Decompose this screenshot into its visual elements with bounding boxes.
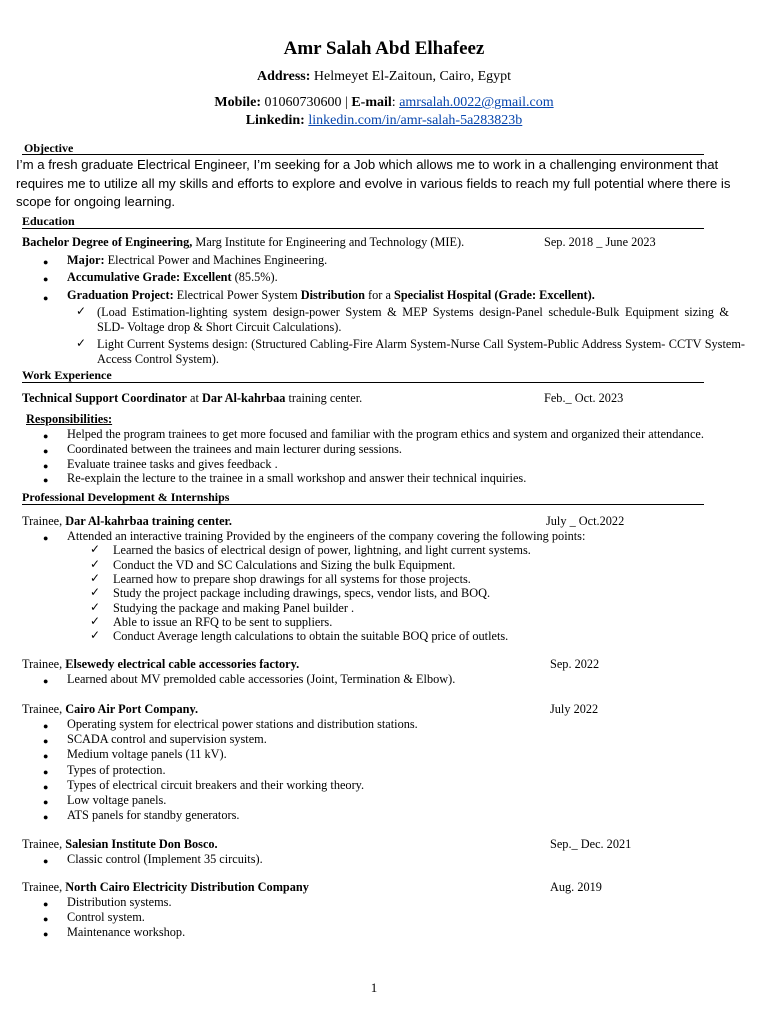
internship-item: Types of protection.: [67, 762, 166, 777]
bullet-icon: ●: [43, 812, 49, 823]
internship-intro: Attended an interactive training Provided by the engineers of the company covering the following points:: [67, 529, 586, 543]
major-line: [67, 253, 327, 268]
job-title: Technical Support Coordinator: [22, 391, 187, 405]
internship-company: Salesian Institute Don Bosco.: [65, 837, 218, 851]
project-bold: Distribution: [300, 288, 365, 302]
bullet-icon: ●: [43, 431, 49, 441]
internship-title: [22, 514, 232, 529]
check-icon: ✓: [76, 304, 87, 318]
contact-line: [0, 94, 768, 111]
bullet-icon: ●: [43, 257, 49, 267]
objective-text: I’m a fresh graduate Electrical Engineer, I’m seeking for a Job which allows me to work in a challenging environment that requires me to utilize all my skills and efforts to explore and evolve in various fields to reach my full potential where there is scope for ongoing learning.: [16, 157, 731, 209]
bullet-icon: ●: [43, 533, 49, 543]
bullet-icon: ●: [43, 736, 49, 747]
internship-title: [22, 880, 309, 895]
bullet-icon: ●: [43, 929, 49, 940]
grade-label: Accumulative Grade: Excellent: [67, 270, 232, 284]
trainee-prefix: Trainee,: [22, 702, 66, 716]
address-value: Helmeyet El-Zaitoun, Cairo, Egypt: [310, 69, 512, 84]
linkedin-label: Linkedin:: [245, 113, 305, 128]
bullet-icon: ●: [43, 475, 49, 485]
internship-item: Distribution systems.: [67, 895, 172, 909]
internship-title: [22, 702, 198, 717]
degree-institute: Marg Institute for Engineering and Technology (MIE).: [192, 235, 465, 249]
bullet-icon: ●: [43, 766, 49, 777]
internship-item: Types of electrical circuit breakers and their working theory.: [67, 777, 365, 792]
bullet-icon: ●: [43, 914, 49, 925]
email-label: E-mail: [351, 95, 392, 110]
check-icon: ✓: [90, 585, 101, 600]
address-line: [0, 68, 768, 85]
responsibility-item: Coordinated between the trainees and main lecturer during sessions.: [67, 442, 402, 456]
internship-item: Low voltage panels.: [67, 793, 167, 807]
objective-heading: Objective: [24, 141, 74, 155]
check-icon: ✓: [76, 336, 87, 350]
internship-point: Conduct the VD and SC Calculations and Sizing the bulk Equipment.: [113, 557, 456, 572]
grade-line: [67, 270, 278, 285]
internship-point: Study the project package including drawings, specs, vendor lists, and BOQ.: [113, 586, 491, 601]
internship-item: Control system.: [67, 910, 145, 925]
internship-company: Elsewedy electrical cable accessories factory.: [65, 657, 300, 671]
project-text: for a: [364, 288, 394, 302]
email-link[interactable]: amrsalah.0022@gmail.com: [399, 95, 554, 110]
project-line: [67, 288, 595, 303]
mobile-value: 01060730600 |: [261, 95, 352, 110]
mobile-label: Mobile:: [214, 95, 262, 110]
trainee-prefix: Trainee,: [22, 514, 66, 528]
bullet-icon: ●: [43, 797, 49, 807]
trainee-prefix: Trainee,: [22, 837, 66, 851]
internship-point: Studying the package and making Panel builder .: [113, 600, 355, 615]
education-date: Sep. 2018 _ June 2023: [544, 235, 656, 249]
responsibility-item: Helped the program trainees to get more focused and familiar with the program ethics and system and organized their attendance.: [67, 427, 704, 441]
prof-heading: Professional Development & Internships: [22, 490, 230, 504]
bullet-icon: ●: [43, 721, 49, 731]
internship-item: ATS panels for standby generators.: [67, 808, 240, 823]
internship-date: July _ Oct.2022: [546, 514, 625, 528]
bullet-icon: ●: [43, 751, 49, 762]
bullet-icon: ●: [43, 446, 49, 456]
prof-divider: [22, 504, 704, 505]
responsibility-item: Re-explain the lecture to the trainee in a small workshop and answer their technical inquiries.: [67, 471, 527, 485]
internship-date: Sep._ Dec. 2021: [550, 837, 632, 851]
job-at: at: [186, 391, 202, 405]
project-detail-2: Light Current Systems design: (Structured Cabling-Fire Alarm System-Nurse Call System-Public Address System- CCTV System-Access Control System).: [97, 337, 745, 366]
internship-item: Learned about MV premolded cable accessories (Joint, Termination & Elbow).: [67, 672, 456, 686]
project-bold: Specialist Hospital (Grade: Excellent).: [393, 288, 595, 302]
job-company: Dar Al-kahrbaa: [201, 391, 286, 405]
page-number: 1: [370, 980, 378, 995]
internship-title: [22, 657, 299, 672]
linkedin-line: [0, 112, 768, 129]
education-heading: Education: [22, 214, 75, 228]
bullet-icon: ●: [43, 461, 49, 471]
internship-company: Dar Al-kahrbaa training center.: [65, 514, 232, 528]
check-icon: ✓: [90, 613, 101, 628]
bullet-icon: ●: [43, 274, 49, 284]
internship-item: Operating system for electrical power stations and distribution stations.: [67, 717, 418, 731]
check-icon: ✓: [90, 542, 101, 557]
grade-value: (85.5%).: [231, 270, 278, 284]
bullet-icon: ●: [43, 856, 49, 866]
internship-item: Medium voltage panels (11 kV).: [67, 747, 227, 762]
job-suffix: training center.: [285, 391, 363, 405]
linkedin-link[interactable]: linkedin.com/in/amr-salah-5a283823b: [308, 113, 523, 128]
work-divider: [22, 382, 704, 383]
job-date: Feb._ Oct. 2023: [544, 391, 624, 405]
bullet-icon: ●: [43, 293, 49, 303]
internship-item: Classic control (Implement 35 circuits).: [67, 852, 263, 866]
major-label: Major:: [67, 253, 105, 267]
internship-item: Maintenance workshop.: [67, 925, 186, 940]
trainee-prefix: Trainee,: [22, 880, 66, 894]
bullet-icon: ●: [43, 781, 49, 792]
bullet-icon: ●: [43, 899, 49, 909]
project-label: Graduation Project:: [67, 288, 174, 302]
internship-company: North Cairo Electricity Distribution Company: [65, 880, 309, 894]
bullet-icon: ●: [43, 676, 49, 686]
email-separator: :: [391, 95, 400, 110]
responsibility-item: Evaluate trainee tasks and gives feedback .: [67, 457, 278, 471]
check-icon: ✓: [90, 570, 101, 585]
degree-line: [22, 235, 464, 250]
resume-name: Amr Salah Abd Elhafeez: [283, 38, 485, 59]
internship-title: [22, 837, 218, 852]
trainee-prefix: Trainee,: [22, 657, 66, 671]
project-detail-1: (Load Estimation-lighting system design-power System & MEP Systems design-Panel schedule-Bulk Equipment sizing & SLD- Voltage drop & Short Circuit Calculations).: [97, 305, 729, 334]
internship-date: Aug. 2019: [550, 880, 602, 894]
internship-point: Learned the basics of electrical design of power, lightning, and light current systems.: [113, 543, 531, 558]
objective-divider: [22, 154, 704, 155]
internship-point: Able to issue an RFQ to be sent to suppliers.: [113, 614, 333, 629]
internship-item: SCADA control and supervision system.: [67, 732, 267, 747]
internship-point: Learned how to prepare shop drawings for all systems for those projects.: [113, 571, 471, 586]
project-text: Electrical Power System: [173, 288, 301, 302]
responsibilities-heading: Responsibilities:: [26, 412, 113, 426]
internship-date: July 2022: [550, 702, 599, 716]
education-divider: [22, 228, 704, 229]
address-label: Address:: [256, 69, 311, 84]
degree-title: Bachelor Degree of Engineering,: [22, 235, 193, 249]
check-icon: ✓: [90, 556, 101, 571]
job-line: [22, 391, 362, 406]
internship-point: Conduct Average length calculations to obtain the suitable BOQ price of outlets.: [113, 629, 509, 644]
internship-date: Sep. 2022: [550, 657, 600, 671]
check-icon: ✓: [90, 599, 101, 614]
internship-company: Cairo Air Port Company.: [65, 702, 199, 716]
work-heading: Work Experience: [22, 368, 112, 382]
major-value: Electrical Power and Machines Engineering.: [104, 253, 328, 267]
check-icon: ✓: [90, 628, 101, 643]
